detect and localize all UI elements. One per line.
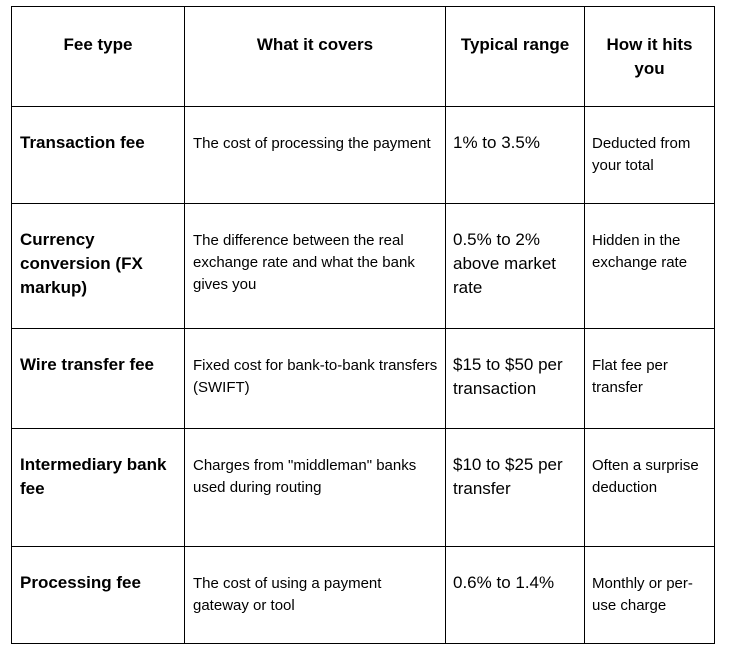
- range-cell: 1% to 3.5%: [446, 107, 585, 204]
- fee-comparison-table: [11, 6, 715, 644]
- range-cell: $10 to $25 per transfer: [446, 429, 585, 547]
- covers-cell: Charges from "middleman" banks used during routing: [185, 429, 446, 547]
- header-typical-range: Typical range: [446, 7, 585, 107]
- fee-type-cell: Intermediary bank fee: [12, 429, 185, 547]
- fee-type-cell: Wire transfer fee: [12, 329, 185, 429]
- table-row: [12, 204, 715, 329]
- table-row: [12, 329, 715, 429]
- table-header-row: [12, 7, 715, 107]
- hits-cell: Monthly or per-use charge: [585, 547, 715, 644]
- range-cell: $15 to $50 per transaction: [446, 329, 585, 429]
- covers-cell: Fixed cost for bank-to-bank transfers (SWIFT): [185, 329, 446, 429]
- hits-cell: Deducted from your total: [585, 107, 715, 204]
- header-how-it-hits-you: How it hits you: [585, 7, 715, 107]
- table-row: [12, 547, 715, 644]
- covers-cell: The difference between the real exchange rate and what the bank gives you: [185, 204, 446, 329]
- fee-type-cell: Processing fee: [12, 547, 185, 644]
- fee-type-cell: Currency conversion (FX markup): [12, 204, 185, 329]
- hits-cell: Hidden in the exchange rate: [585, 204, 715, 329]
- header-fee-type: Fee type: [12, 7, 185, 107]
- table-row: [12, 429, 715, 547]
- table-row: [12, 107, 715, 204]
- range-cell: 0.6% to 1.4%: [446, 547, 585, 644]
- hits-cell: Often a surprise deduction: [585, 429, 715, 547]
- fee-type-cell: Transaction fee: [12, 107, 185, 204]
- header-what-it-covers: What it covers: [185, 7, 446, 107]
- covers-cell: The cost of processing the payment: [185, 107, 446, 204]
- range-cell: 0.5% to 2% above market rate: [446, 204, 585, 329]
- covers-cell: The cost of using a payment gateway or tool: [185, 547, 446, 644]
- hits-cell: Flat fee per transfer: [585, 329, 715, 429]
